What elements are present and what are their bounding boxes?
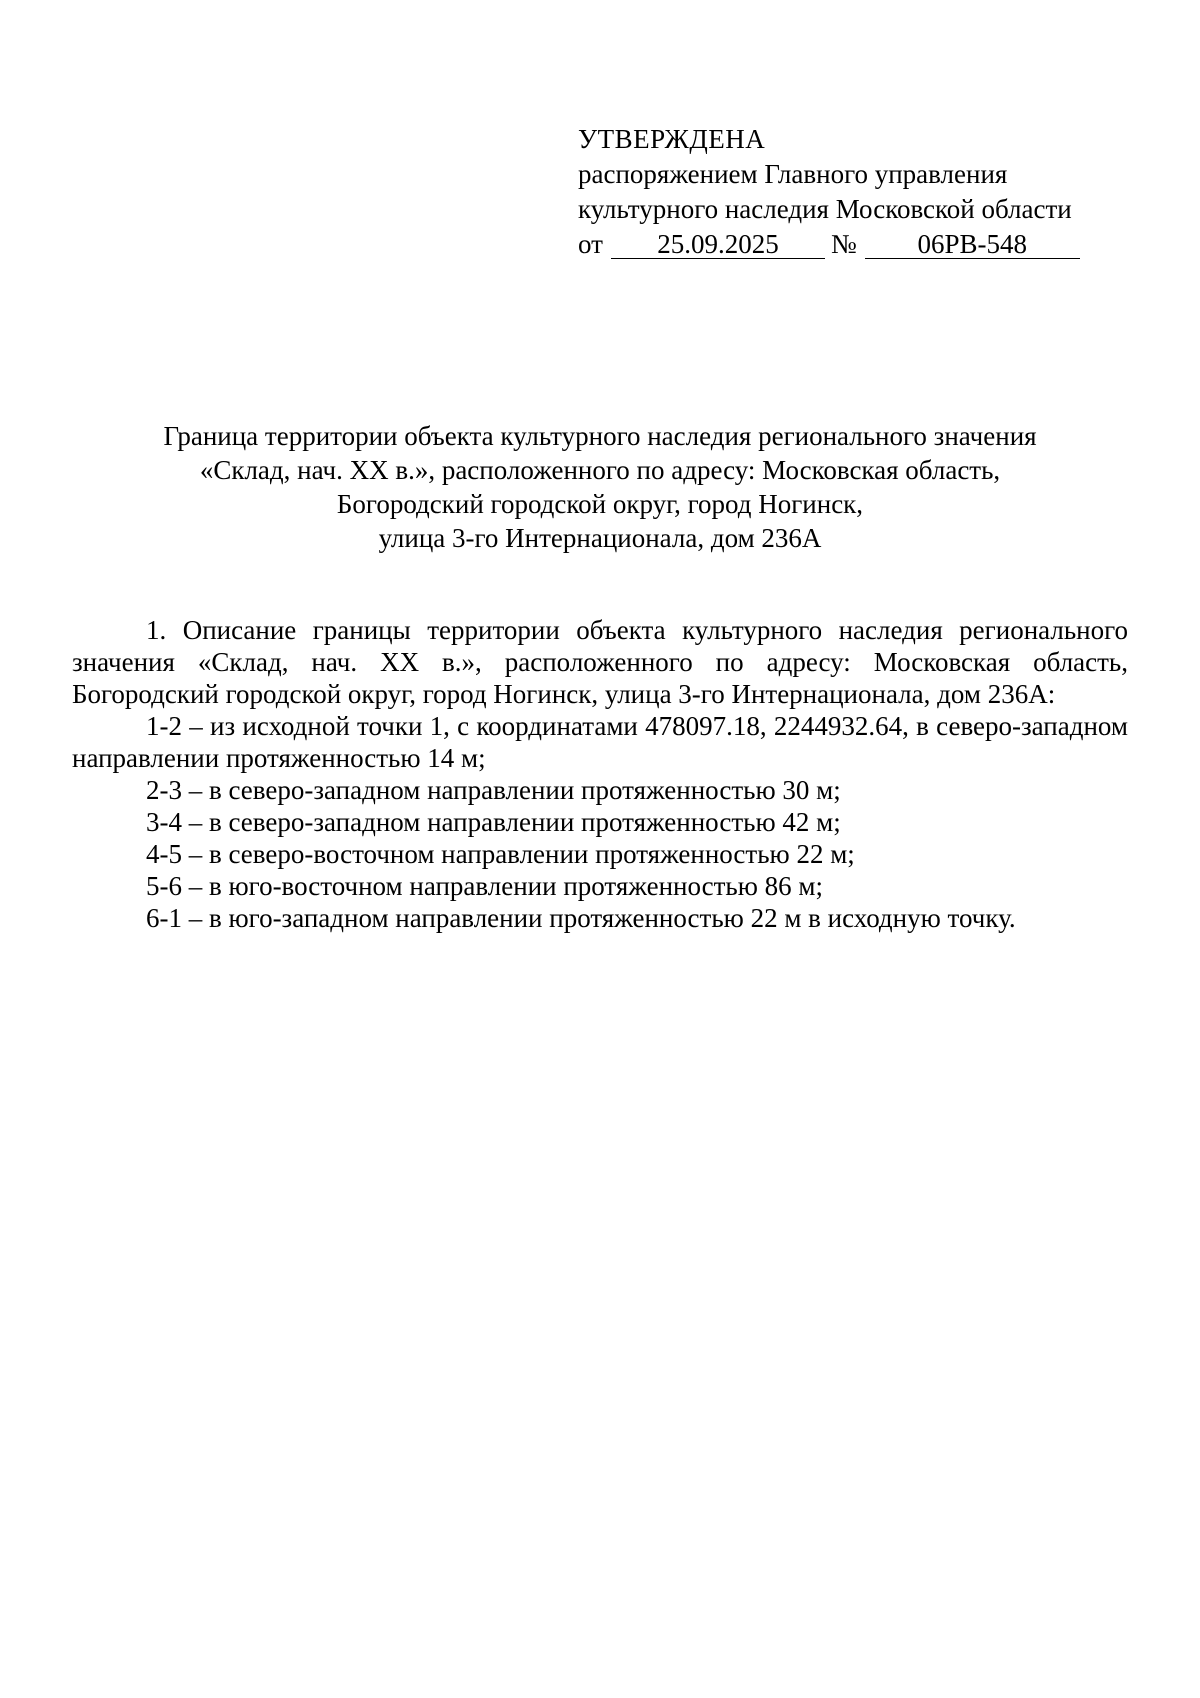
approval-title: УТВЕРЖДЕНА — [578, 124, 766, 154]
boundary-segment: 1-2 – из исходной точки 1, с координатами 478097.18, 2244932.64, в северо-западном направлении протяженностью 14 м; — [72, 711, 1128, 773]
boundary-segment: 3-4 – в северо-западном направлении протяженностью 42 м; — [146, 807, 841, 837]
boundary-description — [72, 614, 1128, 934]
approval-stamp-block — [578, 122, 1138, 262]
approval-line-authority: культурного наследия Московской области — [578, 194, 1072, 224]
title-line: улица 3-го Интернационала, дом 236А — [378, 523, 822, 553]
title-line: Граница территории объекта культурного наследия регионального значения — [163, 421, 1037, 451]
title-line: Богородский городской округ, город Ногинск, — [336, 489, 864, 519]
approval-date-number-line — [578, 227, 1138, 262]
boundary-segment: 6-1 – в юго-западном направлении протяженностью 22 м в исходную точку. — [146, 903, 1016, 933]
boundary-segment: 4-5 – в северо-восточном направлении протяженностью 22 м; — [146, 839, 855, 869]
approval-line-order: распоряжением Главного управления — [578, 159, 1008, 189]
approval-date: 25.09.2025 — [611, 230, 825, 259]
boundary-segment: 5-6 – в юго-восточном направлении протяженностью 86 м; — [146, 871, 823, 901]
intro-paragraph: 1. Описание границы территории объекта культурного наследия регионального значения «Склад, нач. XX в.», расположенного по адресу: Московская область, Богородский городской округ, город Ногинск, улица 3-го Интернационала, дом 236А: — [72, 615, 1128, 709]
title-line: «Склад, нач. XX в.», расположенного по адресу: Московская область, — [199, 455, 1001, 485]
document-title — [80, 419, 1120, 555]
boundary-segment: 2-3 – в северо-западном направлении протяженностью 30 м; — [146, 775, 841, 805]
from-label: от — [578, 229, 603, 259]
number-label: № — [830, 229, 857, 259]
approval-number: 06РВ-548 — [865, 230, 1080, 259]
